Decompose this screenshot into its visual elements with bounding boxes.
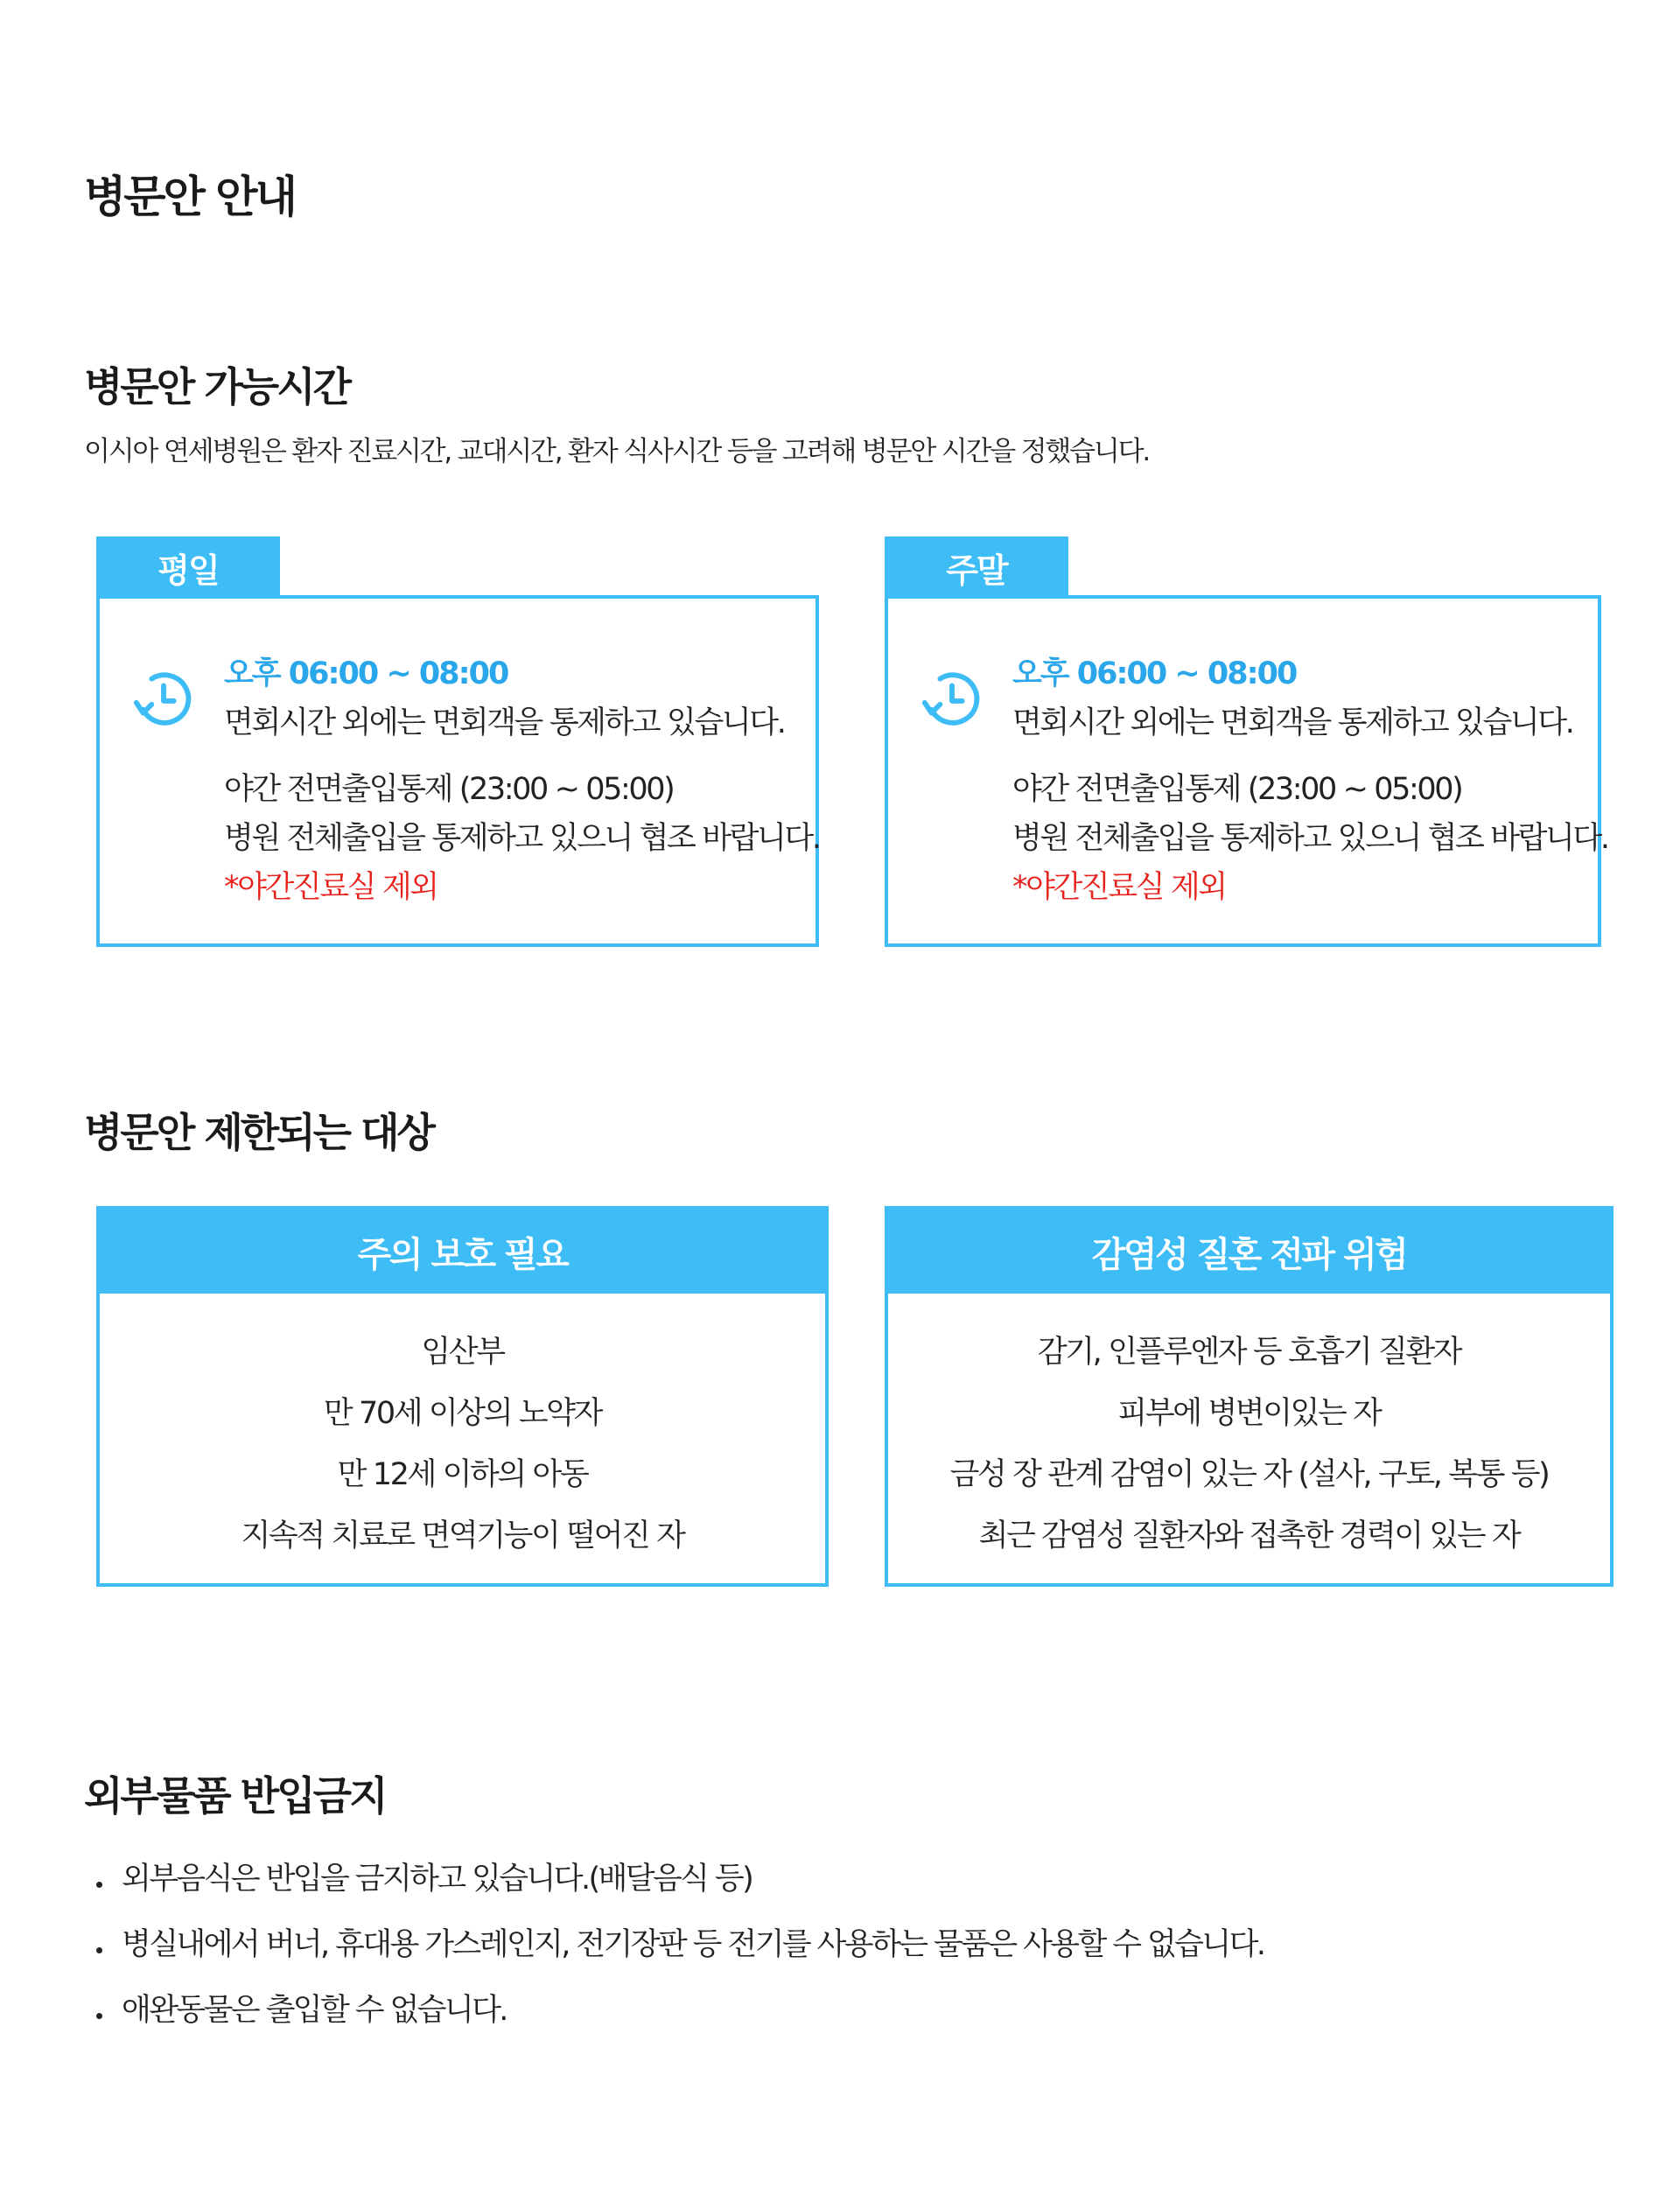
- prohibited-list: [96, 1847, 1264, 2044]
- weekend-visiting-time: 오후 06:00 ~ 08:00: [1012, 656, 1297, 691]
- weekend-night-note: 병원 전체출입을 통제하고 있으니 협조 바랍니다.: [1012, 821, 1608, 856]
- bullet-icon: [96, 1947, 102, 1953]
- list-item: 금성 장 관계 감염이 있는 자 (설사, 구토, 복통 등): [949, 1457, 1549, 1492]
- clock-icon: [918, 665, 986, 733]
- visiting-hours-description: 이시아 연세병원은 환자 진료시간, 교대시간, 환자 식사시간 등을 고려해 병문안 시간을 정했습니다.: [84, 436, 1149, 467]
- list-item: 임산부: [421, 1335, 504, 1370]
- clock-icon: [130, 665, 198, 733]
- restrict-list: [100, 1322, 825, 1567]
- page-title: 병문안 안내: [84, 172, 295, 222]
- list-item: [96, 1847, 1264, 1912]
- weekend-night-title: 야간 전면출입통제 (23:00 ~ 05:00): [1012, 772, 1462, 807]
- list-item: 만 70세 이상의 노약자: [323, 1396, 602, 1431]
- list-item: 만 12세 이하의 아동: [337, 1457, 588, 1492]
- weekday-night-title: 야간 전면출입통제 (23:00 ~ 05:00): [224, 772, 674, 807]
- weekday-night-note: 병원 전체출입을 통제하고 있으니 협조 바랍니다.: [224, 821, 820, 856]
- list-item: 지속적 치료로 면역기능이 떨어진 자: [241, 1518, 684, 1553]
- list-item: 감기, 인플루엔자 등 호흡기 질환자: [1037, 1335, 1461, 1370]
- tab-weekend: 주말: [885, 536, 1068, 598]
- weekday-time-note: 면회시간 외에는 면회객을 통제하고 있습니다.: [224, 705, 785, 740]
- restrict-box-header: 감염성 질혼 전파 위험: [888, 1210, 1610, 1294]
- list-item: 최근 감염성 질환자와 접촉한 경력이 있는 자: [978, 1518, 1520, 1553]
- weekday-visiting-time: 오후 06:00 ~ 08:00: [224, 656, 508, 691]
- weekend-time-note: 면회시간 외에는 면회객을 통제하고 있습니다.: [1012, 705, 1573, 740]
- visiting-hours-title: 병문안 가능시간: [84, 363, 350, 410]
- list-item-text: 외부음식은 반입을 금지하고 있습니다.(배달음식 등): [122, 1862, 752, 1897]
- list-item: [96, 1912, 1264, 1978]
- weekday-hours-card: [96, 595, 819, 947]
- list-item-text: 애완동물은 출입할 수 없습니다.: [122, 1993, 507, 2028]
- restrict-box-caution: [96, 1206, 829, 1587]
- bullet-icon: [96, 2013, 102, 2019]
- restrict-list: [888, 1322, 1610, 1567]
- bullet-icon: [96, 1882, 102, 1888]
- restricted-title: 병문안 제한되는 대상: [84, 1109, 433, 1156]
- tab-weekday: 평일: [96, 536, 280, 598]
- weekend-exception: *야간진료실 제외: [1012, 870, 1226, 905]
- prohibited-title: 외부물품 반입금지: [84, 1772, 386, 1820]
- list-item-text: 병실내에서 버너, 휴대용 가스레인지, 전기장판 등 전기를 사용하는 물품은 사용할 수 없습니다.: [122, 1927, 1264, 1962]
- weekday-hours-text: [224, 649, 820, 912]
- list-item: [96, 1978, 1264, 2044]
- weekend-hours-card: [885, 595, 1608, 947]
- weekend-hours-text: [1012, 649, 1608, 912]
- restrict-box-infection: [885, 1206, 1614, 1587]
- restrict-box-header: 주의 보호 필요: [100, 1210, 825, 1294]
- weekday-exception: *야간진료실 제외: [224, 870, 438, 905]
- list-item: 피부에 병변이있는 자: [1117, 1396, 1381, 1431]
